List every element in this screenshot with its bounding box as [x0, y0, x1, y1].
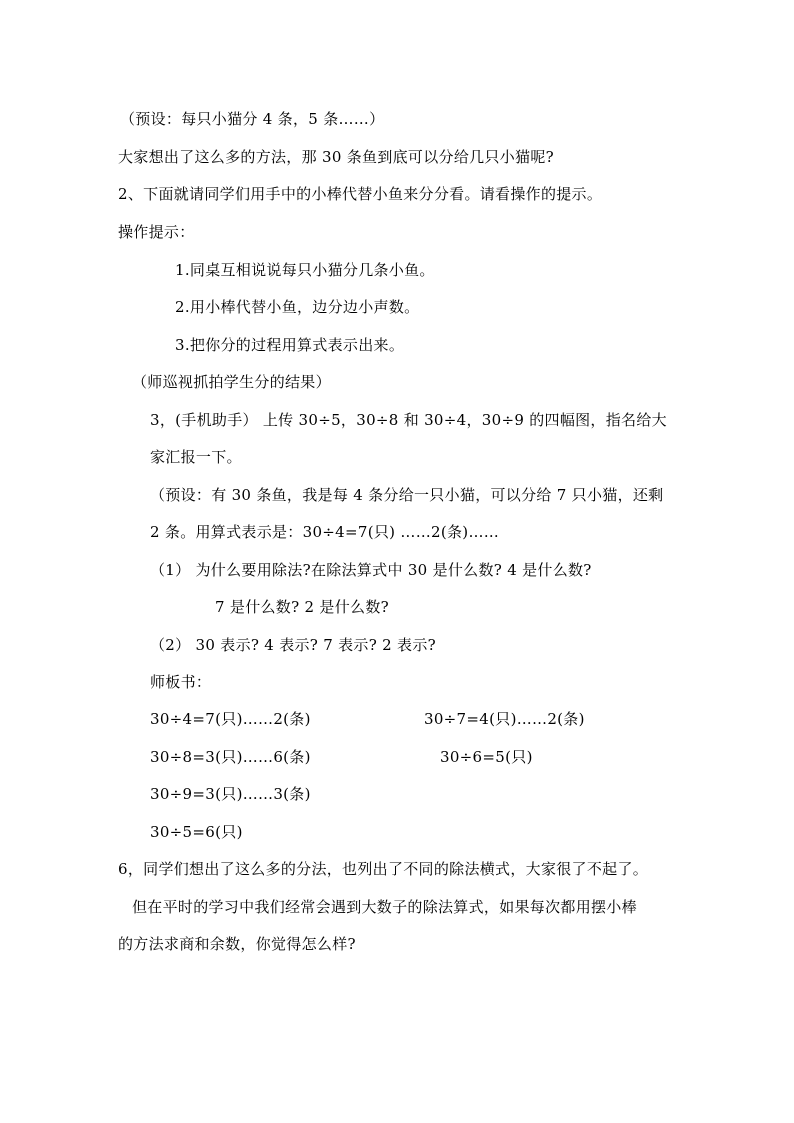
step-2-line: 2、下面就请同学们用手中的小棒代替小鱼来分分看。请看操作的提示。	[118, 185, 603, 203]
step-3-continued-line: 家汇报一下。	[150, 448, 242, 466]
board-writing-heading: 师板书：	[150, 673, 212, 691]
tip-item-2: 2.用小棒代替小鱼，边分边小声数。	[175, 298, 420, 316]
tip-item-1: 1.同桌互相说说每只小猫分几条小鱼。	[175, 261, 435, 279]
equation-30-div-8: 30÷8=3(只)……6(条)	[150, 748, 311, 766]
equation-30-div-5: 30÷5=6(只)	[150, 823, 243, 841]
preset-note-line: （预设：每只小猫分 4 条，5 条……）	[120, 110, 385, 128]
equation-30-div-4: 30÷4=7(只)……2(条)	[150, 710, 311, 728]
equation-30-div-7: 30÷7=4(只)……2(条)	[424, 710, 585, 728]
question-line: 大家想出了这么多的方法，那 30 条鱼到底可以分给几只小猫呢?	[118, 148, 554, 166]
step-3-line: 3，(手机助手） 上传 30÷5，30÷8 和 30÷4，30÷9 的四幅图，指名给大	[150, 411, 667, 429]
equation-30-div-6: 30÷6=5(只)	[440, 748, 533, 766]
tip-item-3: 3.把你分的过程用算式表示出来。	[175, 336, 405, 354]
preset-answer-continued-line: 2 条。用算式表示是：30÷4=7(只) ……2(条)……	[150, 523, 500, 541]
question-1-continued-line: 7 是什么数? 2 是什么数?	[215, 598, 389, 616]
equation-30-div-9: 30÷9=3(只)……3(条)	[150, 785, 311, 803]
closing-paragraph-line-1: 但在平时的学习中我们经常会遇到大数子的除法算式，如果每次都用摆小棒	[132, 898, 637, 916]
teacher-note-line: （师巡视抓拍学生分的结果）	[132, 373, 331, 391]
step-6-line: 6，同学们想出了这么多的分法，也列出了不同的除法横式，大家很了不起了。	[118, 860, 649, 878]
closing-paragraph-line-2: 的方法求商和余数，你觉得怎么样?	[118, 935, 356, 953]
operation-tips-heading: 操作提示：	[118, 223, 195, 241]
preset-answer-line: （预设：有 30 条鱼，我是每 4 条分给一只小猫，可以分给 7 只小猫，还剩	[150, 486, 664, 504]
question-2-line: （2） 30 表示? 4 表示? 7 表示? 2 表示?	[150, 636, 436, 654]
question-1-line: （1） 为什么要用除法?在除法算式中 30 是什么数? 4 是什么数?	[150, 561, 592, 579]
